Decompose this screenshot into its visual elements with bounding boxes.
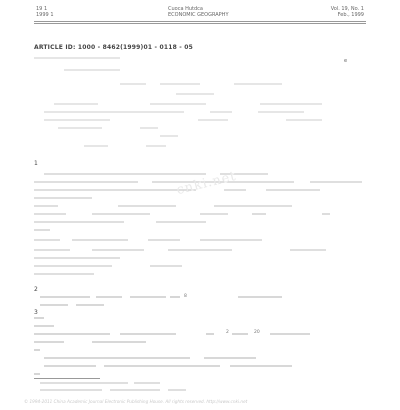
header-volume: 19 1 (36, 6, 48, 12)
header-date-en: Feb., 1999 (337, 12, 364, 18)
section-number: 1 (34, 160, 38, 167)
section-number: 2 (34, 286, 38, 293)
copyright-footer: © 1994-2011 China Academic Journal Electronic Publishing House. All rights reserved. http://www.cnki.net (24, 399, 248, 404)
header-volume-en: Vol. 19, No. 1 (330, 6, 364, 12)
body-number: 2 (226, 330, 229, 335)
watermark: cnki.net (175, 168, 239, 199)
body-number: 20 (254, 330, 260, 335)
article-id-value: 1000 - 8462(1999)01 - 0118 - 05 (77, 44, 194, 51)
section-number: 3 (34, 309, 38, 316)
article-id-label: ARTICLE ID: (34, 44, 76, 51)
journal-title-en: ECONOMIC GEOGRAPHY (168, 12, 229, 18)
header-date: 1999 1 (36, 12, 54, 18)
corner-mark: e (344, 58, 348, 64)
journal-title-cn: Cuoca Hutdca (168, 6, 203, 12)
body-number: 8 (184, 294, 187, 299)
